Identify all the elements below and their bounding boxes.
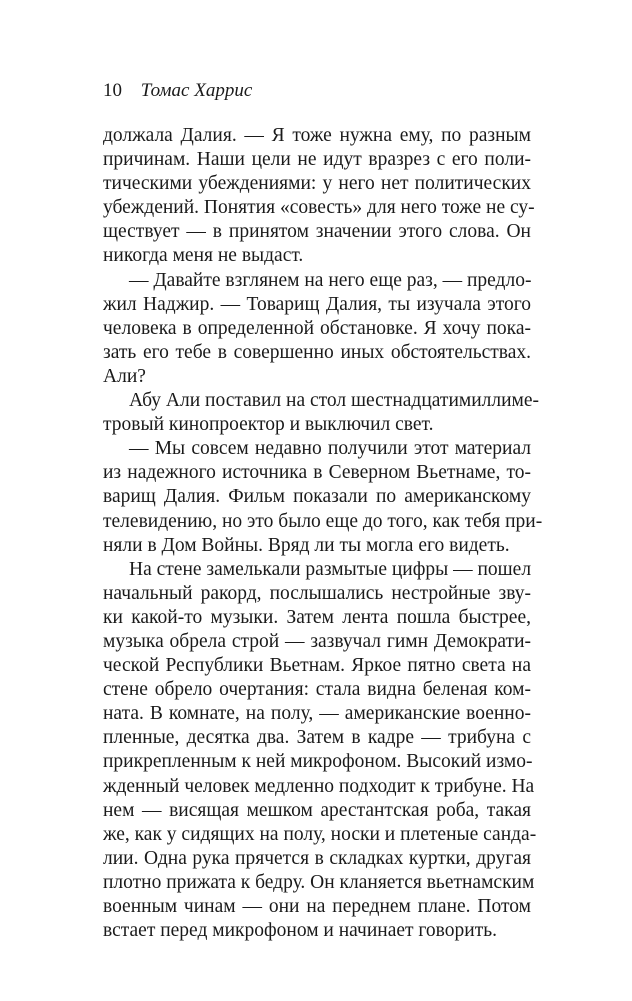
text-line: плотно прижата к бедру. Он кланяется вьетнамским (103, 871, 535, 893)
body-text (103, 124, 543, 943)
running-header (103, 80, 252, 102)
text-line: музыка обрела строй — зазвучал гимн Демократи- (103, 630, 531, 652)
text-line: причинам. Наши цели не идут вразрез с его поли- (103, 149, 531, 171)
text-line: же, как у сидящих на полу, носки и плетеные санда- (103, 823, 537, 845)
text-line: тическими убеждениями: у него нет политических (103, 173, 531, 195)
text-line: На стене замелькали размытые цифры — пошел (129, 558, 532, 580)
text-line: зать его тебе в совершенно иных обстоятельствах. (103, 341, 531, 363)
text-line: Али? (103, 365, 146, 387)
text-line: ната. В комнате, на полу, — американские военно- (103, 703, 531, 725)
text-line: лии. Одна рука прячется в складках куртки, другая (103, 847, 531, 869)
text-line: человека в определенной обстановке. Я хочу пока- (103, 317, 531, 339)
text-line: прикрепленным к ней микрофоном. Высокий измо- (103, 751, 533, 773)
text-line: стене обрело очертания: стала видна беленая ком- (103, 679, 531, 701)
text-line: начальный ракорд, послышались нестройные зву- (103, 582, 531, 604)
text-line: жил Наджир. — Товарищ Далия, ты изучала этого (103, 293, 531, 315)
text-line: — Давайте взглянем на него еще раз, — предло- (129, 269, 532, 291)
text-line: телевидению, но это было еще до того, как тебя при- (103, 510, 543, 532)
author-name: Томас Харрис (140, 80, 253, 101)
text-line: никогда меня не выдаст. (103, 245, 304, 267)
text-line: ки какой-то музыки. Затем лента пошла быстрее, (103, 606, 531, 628)
text-line: ческой Республики Вьетнам. Яркое пятно света на (103, 655, 531, 677)
text-line: ществует — в принятом значении этого слова. Он (103, 221, 531, 243)
text-line: тровый кинопроектор и выключил свет. (103, 414, 434, 436)
text-line: няли в Дом Войны. Вряд ли ты могла его видеть. (103, 534, 510, 556)
text-line: — Мы совсем недавно получили этот материал (129, 438, 531, 460)
text-line: убеждений. Понятия «совесть» для него тоже не су- (103, 197, 535, 219)
text-line: нем — висящая мешком арестантская роба, такая (103, 799, 531, 821)
text-line: Абу Али поставил на стол шестнадцатимиллиме- (129, 390, 540, 412)
text-line: пленные, десятка два. Затем в кадре — трибуна с (103, 727, 531, 749)
text-line: должала Далия. — Я тоже нужна ему, по разным (103, 125, 531, 146)
text-line: жденный человек медленно подходит к трибуне. На (103, 775, 535, 797)
text-line: варищ Далия. Фильм показали по американскому (103, 486, 531, 508)
text-line: встает перед микрофоном и начинает говорить. (103, 920, 497, 942)
text-line: из надежного источника в Северном Вьетнаме, то- (103, 462, 531, 484)
page-number: 10 (103, 80, 122, 101)
text-line: военным чинам — они на переднем плане. Потом (103, 896, 531, 917)
